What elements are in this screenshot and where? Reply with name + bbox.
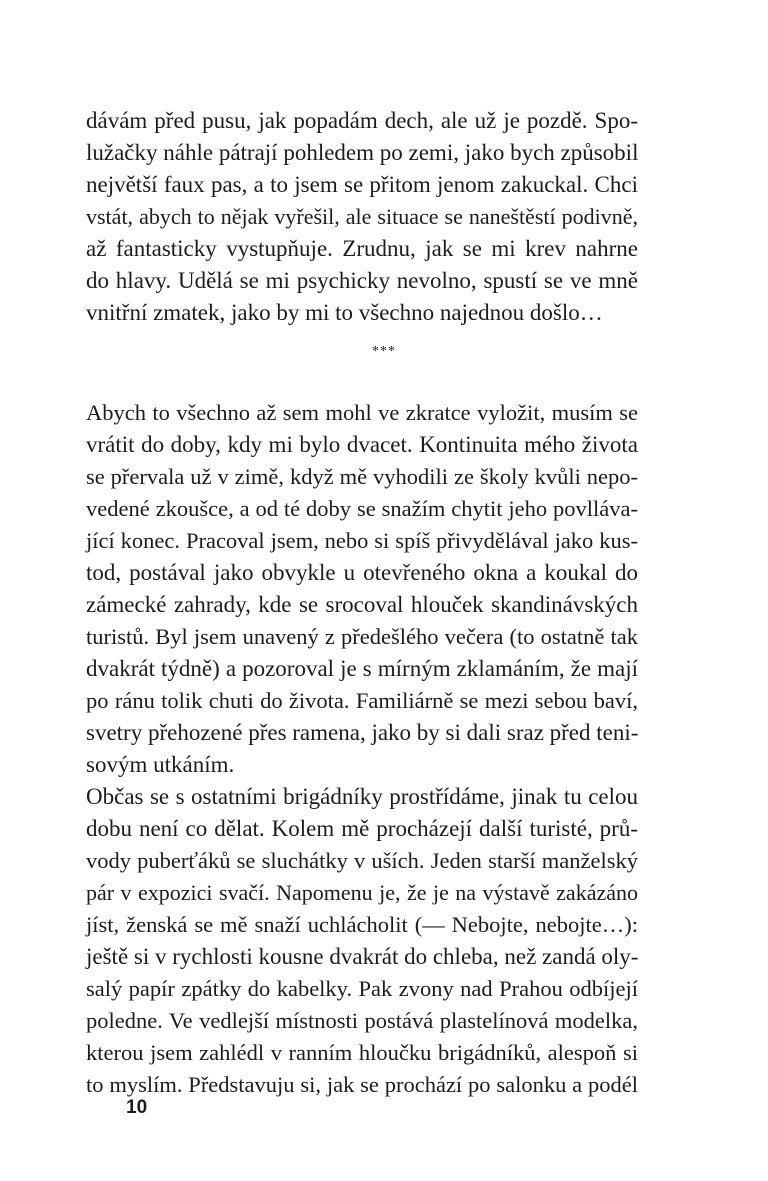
text-line: tod, postával jako obvykle u otevřeného okna a koukal do [86,560,638,585]
text-line: po ránu tolik chuti do života. Familiárně se mezi sebou baví, [86,688,638,713]
text-line: se přervala už v zimě, když mě vyhodili ze školy kvůli nepo- [86,464,638,489]
text-line: Občas se s ostatními brigádníky prostřídáme, jinak tu celou [86,784,638,809]
text-line: poledne. Ve vedlejší místnosti postává plastelínová modelka, [86,1008,638,1033]
text-line: turistů. Byl jsem unavený z předešlého večera (to ostatně tak [86,624,638,649]
text-line: vody puberťáků se sluchátky v uších. Jeden starší manželský [86,848,638,873]
text-line: pár v expozici svačí. Napomenu je, že je na výstavě zakázáno [86,880,638,905]
text-line: ještě si v rychlosti kousne dvakrát do chleba, než zandá oly- [86,944,639,969]
page-number: 10 [126,1097,148,1118]
text-line: jící konec. Pracoval jsem, nebo si spíš přivydělával jako kus- [86,528,638,553]
text-line: kterou jsem zahlédl v ranním hloučku brigádníků, alespoň si [86,1040,638,1065]
text-line: jíst, ženská se mě snaží uchlácholit (— Nebojte, nebojte…): [86,912,638,937]
text-line: svetry přehozené přes ramena, jako by si dali sraz před teni- [86,720,639,745]
text-line: vedené zkoušce, a od té doby se snažím chytit jeho povlláva- [86,496,638,521]
text-line: největší faux pas, a to jsem se přitom jenom zakuckal. Chci [86,172,638,197]
text-line: dobu není co dělat. Kolem mě procházejí další turisté, prů- [86,816,638,841]
text-line: do hlavy. Udělá se mi psychicky nevolno, spustí se ve mně [86,268,638,293]
text-line: to myslím. Představuju si, jak se prochází po salonku a podél [86,1072,638,1097]
text-line: sovým utkáním. [86,752,235,777]
text-line: vrátit do doby, kdy mi bylo dvacet. Kontinuita mého života [86,432,638,457]
text-line: až fantasticky vystupňuje. Zrudnu, jak se mi krev nahrne [86,236,638,261]
text-line: lužačky náhle pátrají pohledem po zemi, jako bych způsobil [86,140,639,165]
text-line: zámecké zahrady, kde se srocoval hlouček skandinávských [86,592,638,617]
text-line: Abych to všechno až sem mohl ve zkratce vyložit, musím se [86,400,638,425]
text-line: vnitřní zmatek, jako by mi to všechno najednou došlo… [86,300,603,325]
text-line: dvakrát týdně) a pozoroval je s mírným zklamáním, že mají [86,656,638,681]
text-line: dávám před pusu, jak popadám dech, ale už je pozdě. Spo- [86,108,638,133]
section-separator: *** [372,344,396,359]
text-line: vstát, abych to nějak vyřešil, ale situace se naneštěstí podivně, [86,204,638,229]
text-line: salý papír zpátky do kabelky. Pak zvony nad Prahou odbíjejí [86,976,638,1001]
